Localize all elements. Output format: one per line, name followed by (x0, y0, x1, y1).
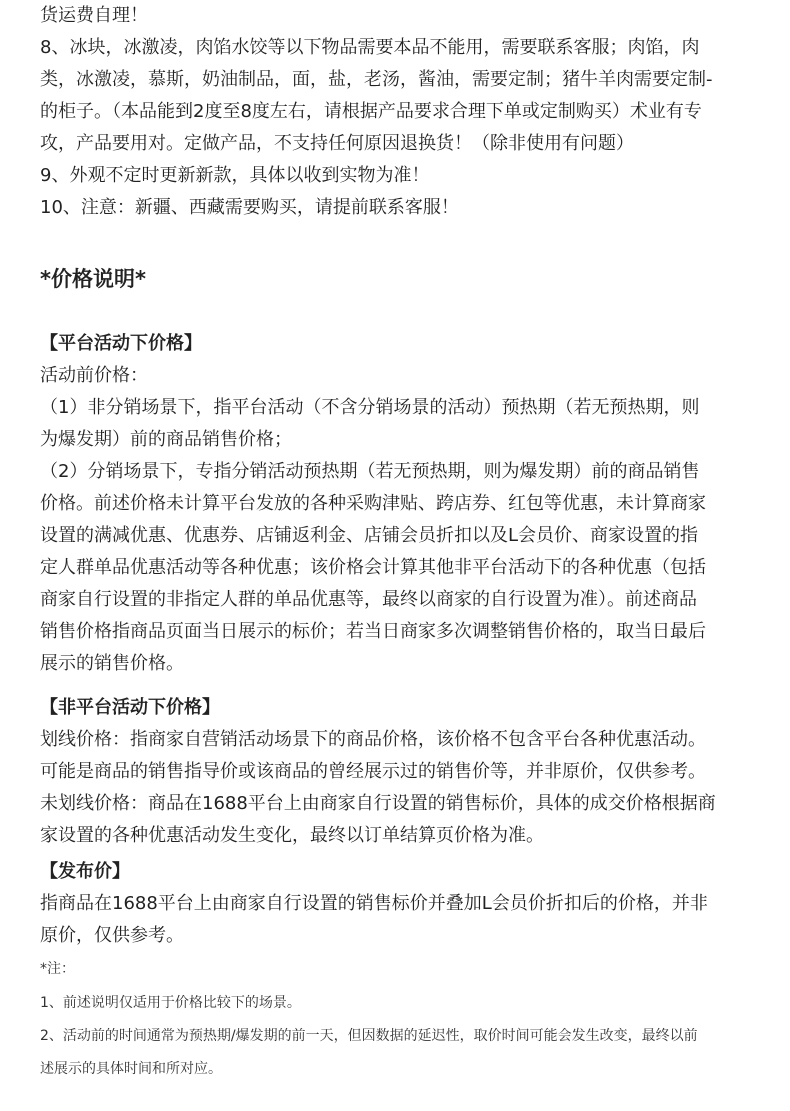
pre-activity-label: 活动前价格： (40, 365, 148, 386)
strike-price-line-1: 划线价格：指商家自营销活动场景下的商品价格，该价格不包含平台各种优惠活动。 (40, 729, 706, 750)
item-10: 10、注意：新疆、西藏需要购买，请提前联系客服！ (40, 197, 459, 218)
unstruck-price-line-2: 家设置的各种优惠活动发生变化，最终以订单结算页价格为准。 (40, 825, 544, 846)
platform-p2-line-4: 定人群单品优惠活动等各种优惠；该价格会计算其他非平台活动下的各种优惠（包括 (40, 557, 706, 578)
note-2-line-2: 述展示的具体时间和所对应。 (40, 1061, 222, 1077)
item-9: 9、外观不定时更新新款，具体以收到实物为准！ (40, 165, 430, 186)
platform-p2-line-2: 价格。前述价格未计算平台发放的各种采购津贴、跨店券、红包等优惠，未计算商家 (40, 493, 706, 514)
item-8-line-2: 类，冰激凌，慕斯，奶油制品，面，盐，老汤，酱油，需要定制；猪牛羊肉需要定制- (40, 69, 713, 90)
non-platform-price-block (40, 692, 716, 852)
shipping-note: 货运费自理！ (40, 5, 148, 26)
platform-price-block (40, 328, 706, 680)
item-8-line-4: 攻，产品要用对。定做产品，不支持任何原因退换货！（除非使用有问题） (40, 133, 634, 154)
notes-label: *注： (40, 961, 75, 977)
item-8-line-1: 8、冰块，冰激凌，肉馅水饺等以下物品需要本品不能用，需要联系客服；肉馅，肉 (40, 37, 700, 58)
note-1: 1、前述说明仅适用于价格比较下的场景。 (40, 995, 301, 1011)
unstruck-price-line-1: 未划线价格：商品在1688平台上由商家自行设置的销售标价，具体的成交价格根据商 (40, 793, 716, 814)
platform-p1-line-2: 为爆发期）前的商品销售价格； (40, 429, 292, 450)
item-8-line-3: 的柜子。（本品能到2度至8度左右，请根据产品要求合理下单或定制购买）术业有专 (40, 101, 702, 122)
platform-p2-line-6: 销售价格指商品页面当日展示的标价；若当日商家多次调整销售价格的，取当日最后 (40, 621, 706, 642)
platform-price-heading: 【平台活动下价格】 (40, 333, 202, 354)
release-price-line-1: 指商品在1688平台上由商家自行设置的销售标价并叠加L会员价折扣后的价格，并非 (40, 893, 708, 914)
platform-p2-line-5: 商家自行设置的非指定人群的单品优惠等，最终以商家的自行设置为准）。前述商品 (40, 589, 697, 610)
non-platform-price-heading: 【非平台活动下价格】 (40, 697, 220, 718)
platform-p2-line-1: （2）分销场景下，专指分销活动预热期（若无预热期，则为爆发期）前的商品销售 (40, 461, 700, 482)
platform-p2-line-7: 展示的销售价格。 (40, 653, 184, 674)
release-price-line-2: 原价，仅供参考。 (40, 925, 184, 946)
release-price-heading: 【发布价】 (40, 861, 130, 882)
release-price-block (40, 856, 708, 952)
platform-p1-line-1: （1）非分销场景下，指平台活动（不含分销场景的活动）预热期（若无预热期，则 (40, 397, 700, 418)
strike-price-line-2: 可能是商品的销售指导价或该商品的曾经展示过的销售价等，并非原价，仅供参考。 (40, 761, 706, 782)
top-notes (40, 0, 713, 224)
price-section-title: *价格说明* (40, 267, 146, 291)
note-2-line-1: 2、活动前的时间通常为预热期/爆发期的前一天，但因数据的延迟性，取价时间可能会发生改变，最终以前 (40, 1028, 698, 1044)
platform-p2-line-3: 设置的满减优惠、优惠券、店铺返利金、店铺会员折扣以及L会员价、商家设置的指 (40, 525, 699, 546)
